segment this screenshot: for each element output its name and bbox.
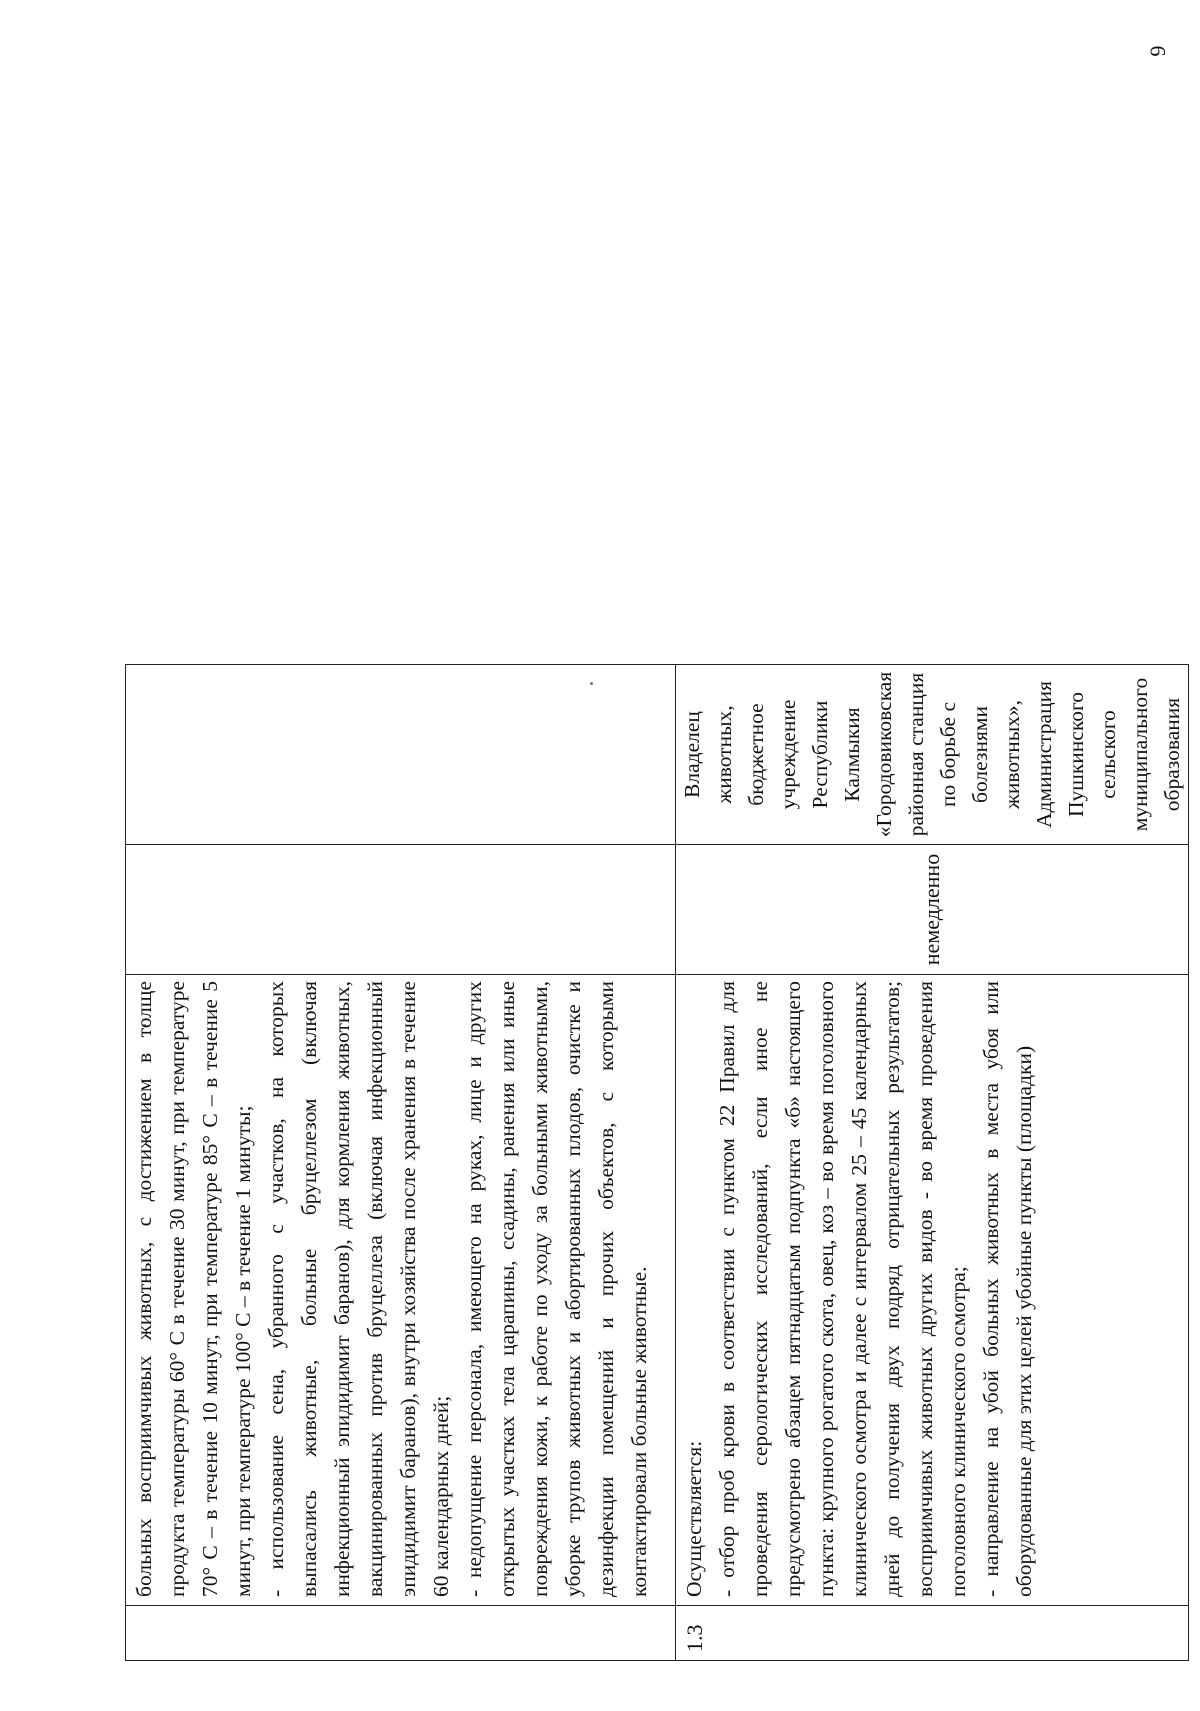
deadline-cell — [126, 845, 676, 975]
responsible-cell — [126, 665, 676, 845]
measure-text-cell — [126, 975, 676, 1606]
measure-text-cell — [676, 975, 1189, 1606]
measures-table — [125, 664, 1189, 1661]
measure-paragraph: - недопущение персонала, имеющего на руках, лице и других открытых участках тела царапины, ссадины, ранения или иные повреждения кожи, к работе по уходу за больными животными, уборке трупов животных и абортированных плодов, очистке и дезинфекции помещений и прочих объектов, с которыми контактировали больные животные. — [462, 981, 651, 1597]
deadline-cell: немедленно — [676, 845, 1189, 975]
table-row — [676, 665, 1189, 1661]
row-number-cell: 1.3 — [676, 1606, 1189, 1661]
measure-paragraph: - направление на убой больных животных в места убоя или оборудованные для этих целей убойные пункты (площадки) — [979, 981, 1036, 1597]
table-row — [126, 665, 676, 1661]
measure-paragraph: - отбор проб крови в соответствии с пунктом 22 Правил для проведения серологических исследований, если иное не предусмотрено абзацем пятнадцатым подпункта «б» настоящего пункта: крупного рогатого скота, овец, коз – во время поголовного клинического осмотра и далее с интервалом 25 – 45 календарных дней до получения двух подряд отрицательных результатов; восприимчивых животных других видов - во время проведения поголовного клинического осмотра; — [715, 981, 970, 1597]
responsible-cell: Владелец животных, бюджетное учреждение Республики Калмыкия «Городовиковская районная станция по борьбе с болезнями животных», Администрация Пушкинского сельского муниципального образования — [676, 665, 1189, 845]
row-number-cell — [126, 1606, 676, 1661]
page-number: 6 — [1145, 45, 1171, 57]
measure-paragraph: Осуществляется: — [682, 1440, 706, 1597]
measure-paragraph: - использование сена, убранного с участков, на которых выпасались животные, больные бруцеллезом (включая инфекционный эпидидимит баранов), для кормления животных, вакцинированных против бруцеллеза (включая инфекционный эпидидимит баранов), внутри хозяйства после хранения в течение 60 календарных дней; — [264, 981, 453, 1597]
measure-paragraph: больных восприимчивых животных, с достижением в толще продукта температуры 60° С в течение 30 минут, при температуре 70° С – в течение 10 минут, при температуре 85° С – в течение 5 минут, при температуре 100° С – в течение 1 минуты; — [132, 981, 255, 1597]
